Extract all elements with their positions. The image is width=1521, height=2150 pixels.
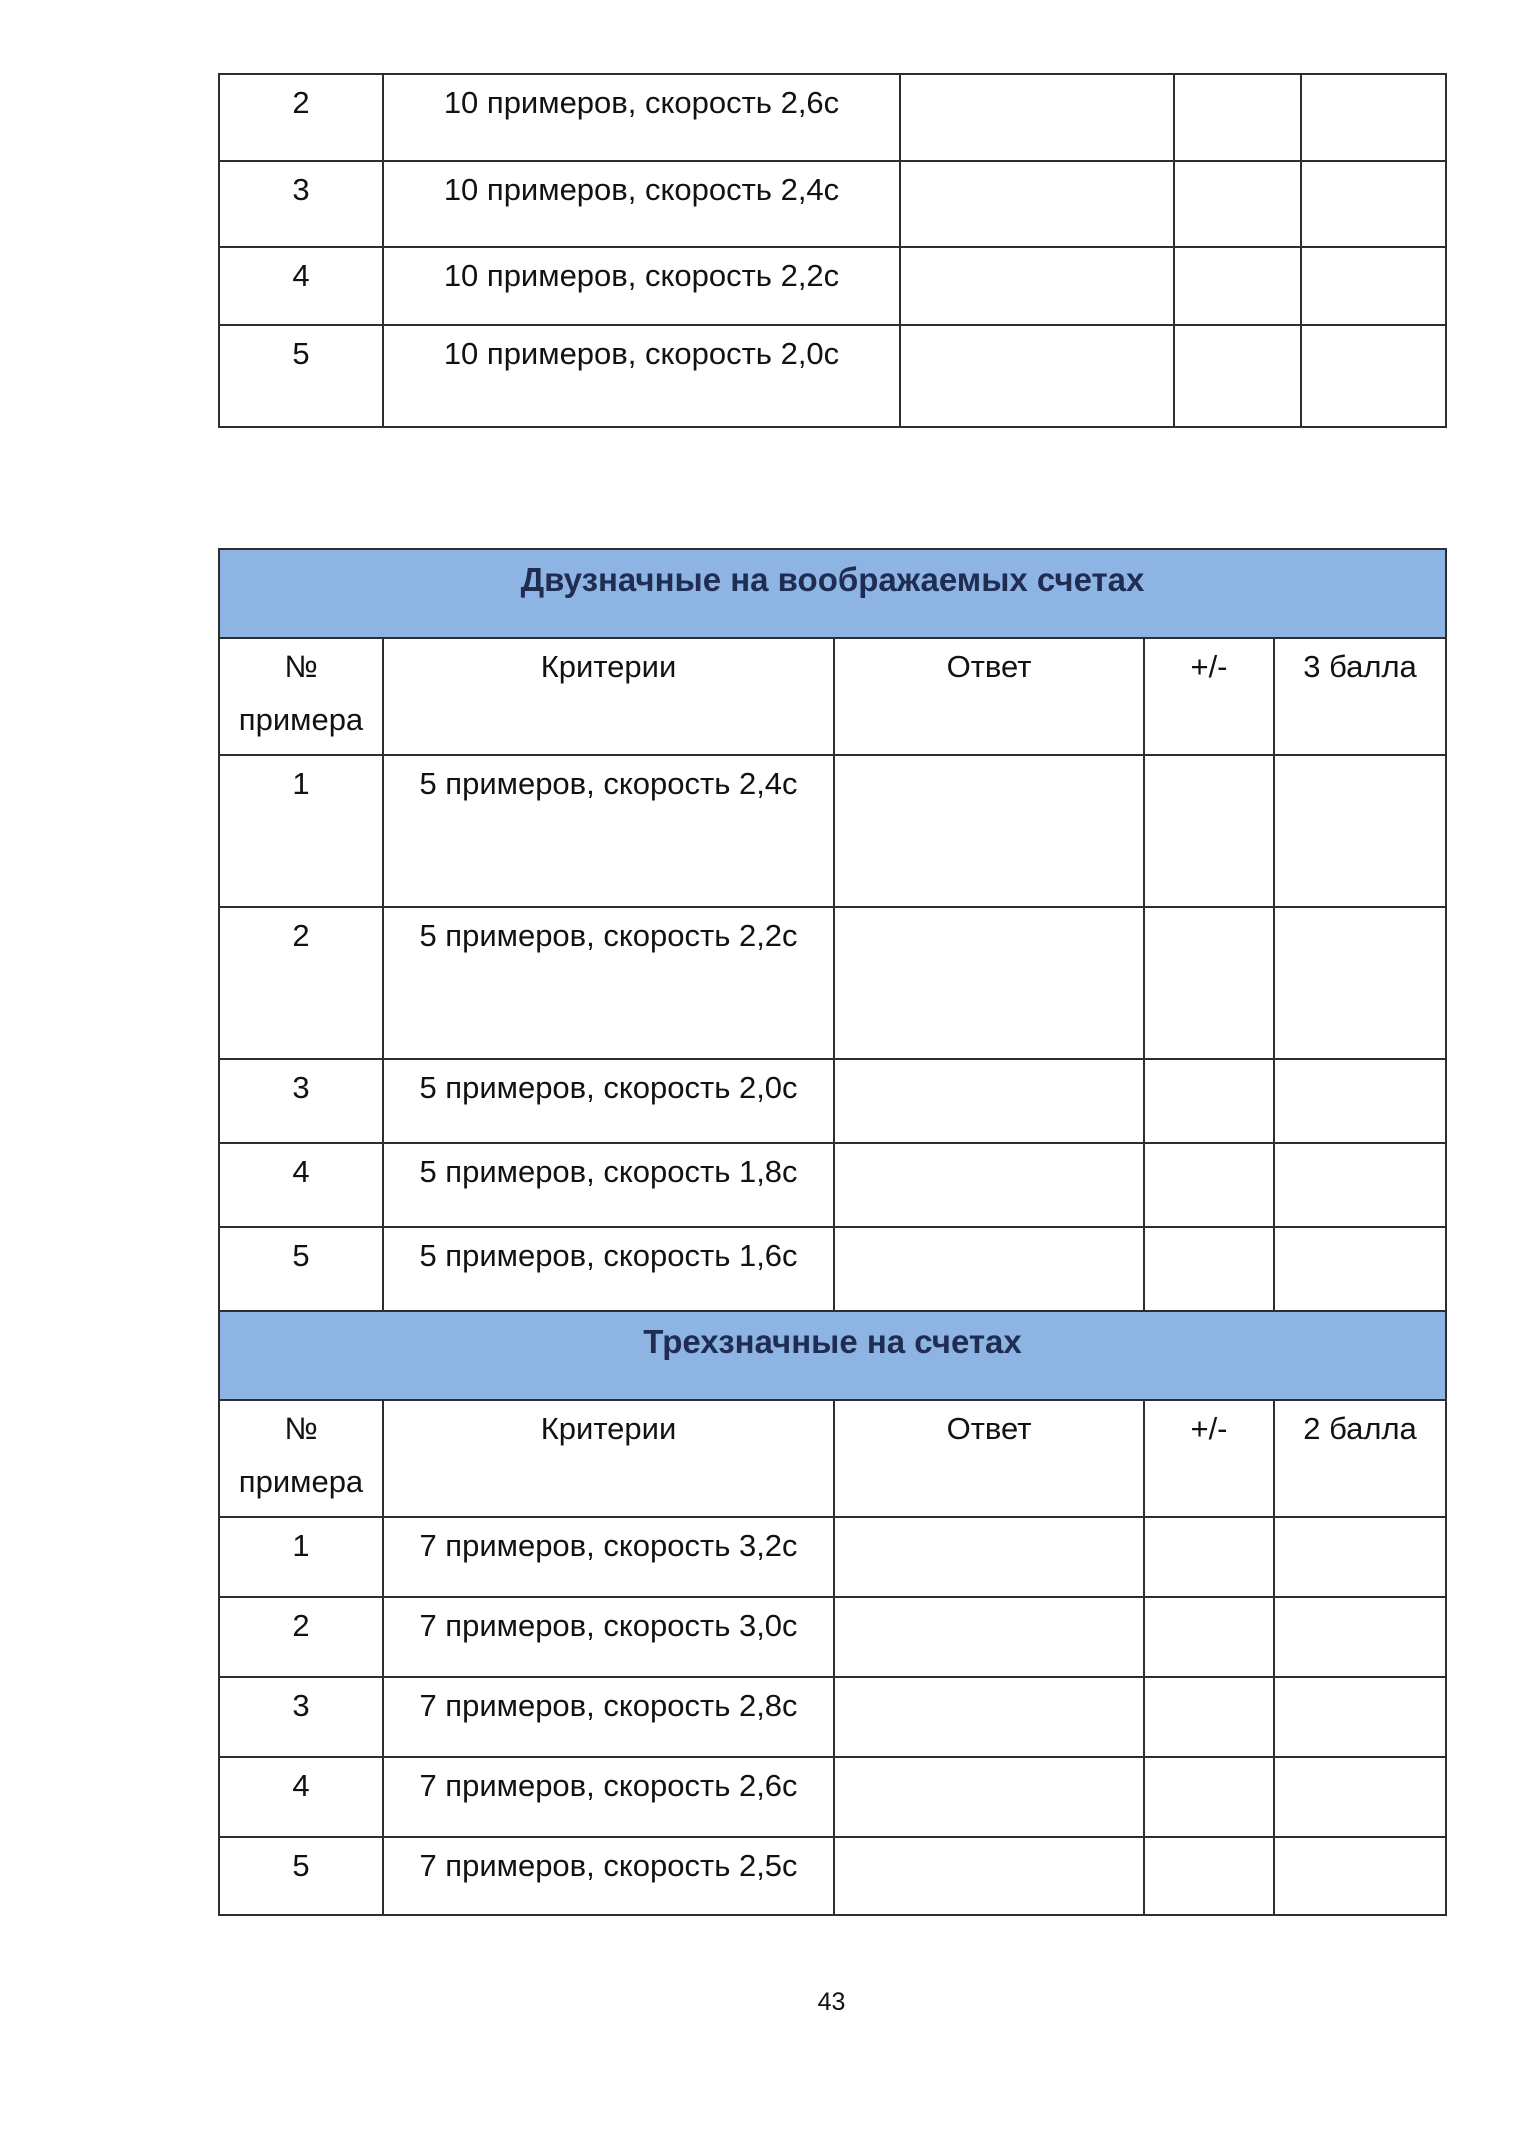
plusminus-cell [1144, 1757, 1274, 1837]
criteria-cell: 10 примеров, скорость 2,0с [383, 325, 900, 427]
row-number-cell: 3 [219, 161, 383, 247]
table-row [219, 325, 1446, 427]
top-table [218, 73, 1447, 428]
column-header-criteria: Критерии [383, 638, 834, 755]
table-row [219, 1517, 1446, 1597]
section-title-row [219, 549, 1446, 638]
answer-cell [834, 1597, 1144, 1677]
row-number-cell: 5 [219, 1227, 383, 1311]
column-header-answer: Ответ [834, 1400, 1144, 1517]
plusminus-cell [1174, 325, 1301, 427]
plusminus-cell [1144, 907, 1274, 1059]
column-header-plusminus: +/- [1144, 638, 1274, 755]
row-number-cell: 5 [219, 1837, 383, 1915]
table-row [219, 907, 1446, 1059]
answer-cell [834, 907, 1144, 1059]
score-cell [1301, 247, 1446, 325]
answer-cell [834, 1227, 1144, 1311]
column-header-criteria: Критерии [383, 1400, 834, 1517]
table-row [219, 161, 1446, 247]
answer-cell [900, 74, 1174, 161]
table-row [219, 1143, 1446, 1227]
table-row [219, 1227, 1446, 1311]
table-row [219, 247, 1446, 325]
row-number-cell: 4 [219, 247, 383, 325]
table-row [219, 1677, 1446, 1757]
table-row [219, 1837, 1446, 1915]
score-cell [1274, 1227, 1446, 1311]
table-row [219, 74, 1446, 161]
score-cell [1274, 755, 1446, 907]
plusminus-cell [1174, 74, 1301, 161]
section-title-row [219, 1311, 1446, 1400]
row-number-cell: 5 [219, 325, 383, 427]
answer-cell [900, 161, 1174, 247]
plusminus-cell [1144, 1517, 1274, 1597]
score-cell [1301, 325, 1446, 427]
column-header-row [219, 1400, 1446, 1517]
column-header-plusminus: +/- [1144, 1400, 1274, 1517]
plusminus-cell [1144, 1143, 1274, 1227]
answer-cell [834, 1677, 1144, 1757]
score-cell [1274, 1597, 1446, 1677]
score-cell [1274, 1517, 1446, 1597]
plusminus-cell [1144, 1227, 1274, 1311]
column-header-score: 3 балла [1274, 638, 1446, 755]
score-cell [1301, 74, 1446, 161]
criteria-cell: 10 примеров, скорость 2,4с [383, 161, 900, 247]
plusminus-cell [1144, 1837, 1274, 1915]
answer-cell [834, 1517, 1144, 1597]
main-table [218, 548, 1447, 1916]
column-header-row [219, 638, 1446, 755]
page-number: 43 [817, 1988, 846, 2016]
plusminus-cell [1174, 161, 1301, 247]
row-number-cell: 2 [219, 1597, 383, 1677]
criteria-cell: 5 примеров, скорость 1,8с [383, 1143, 834, 1227]
row-number-cell: 4 [219, 1143, 383, 1227]
answer-cell [834, 755, 1144, 907]
criteria-cell: 7 примеров, скорость 3,0с [383, 1597, 834, 1677]
plusminus-cell [1174, 247, 1301, 325]
row-number-cell: 4 [219, 1757, 383, 1837]
column-header-score: 2 балла [1274, 1400, 1446, 1517]
row-number-cell: 3 [219, 1677, 383, 1757]
score-cell [1274, 1757, 1446, 1837]
answer-cell [834, 1757, 1144, 1837]
section-title: Двузначные на воображаемых счетах [219, 549, 1446, 638]
plusminus-cell [1144, 755, 1274, 907]
answer-cell [834, 1143, 1144, 1227]
row-number-cell: 2 [219, 74, 383, 161]
criteria-cell: 7 примеров, скорость 2,8с [383, 1677, 834, 1757]
score-cell [1274, 907, 1446, 1059]
column-header-num: № примера [219, 638, 383, 755]
score-cell [1274, 1837, 1446, 1915]
plusminus-cell [1144, 1597, 1274, 1677]
answer-cell [834, 1837, 1144, 1915]
score-cell [1301, 161, 1446, 247]
table-row [219, 1757, 1446, 1837]
column-header-num: № примера [219, 1400, 383, 1517]
criteria-cell: 7 примеров, скорость 2,5с [383, 1837, 834, 1915]
row-number-cell: 1 [219, 1517, 383, 1597]
row-number-cell: 2 [219, 907, 383, 1059]
criteria-cell: 10 примеров, скорость 2,2с [383, 247, 900, 325]
score-cell [1274, 1143, 1446, 1227]
answer-cell [834, 1059, 1144, 1143]
column-header-answer: Ответ [834, 638, 1144, 755]
plusminus-cell [1144, 1059, 1274, 1143]
answer-cell [900, 325, 1174, 427]
criteria-cell: 10 примеров, скорость 2,6с [383, 74, 900, 161]
criteria-cell: 5 примеров, скорость 2,4с [383, 755, 834, 907]
table-row [219, 755, 1446, 907]
score-cell [1274, 1677, 1446, 1757]
row-number-cell: 1 [219, 755, 383, 907]
plusminus-cell [1144, 1677, 1274, 1757]
table-row [219, 1597, 1446, 1677]
row-number-cell: 3 [219, 1059, 383, 1143]
criteria-cell: 7 примеров, скорость 2,6с [383, 1757, 834, 1837]
score-cell [1274, 1059, 1446, 1143]
criteria-cell: 5 примеров, скорость 1,6с [383, 1227, 834, 1311]
table-row [219, 1059, 1446, 1143]
criteria-cell: 5 примеров, скорость 2,0с [383, 1059, 834, 1143]
criteria-cell: 5 примеров, скорость 2,2с [383, 907, 834, 1059]
section-title: Трехзначные на счетах [219, 1311, 1446, 1400]
criteria-cell: 7 примеров, скорость 3,2с [383, 1517, 834, 1597]
answer-cell [900, 247, 1174, 325]
